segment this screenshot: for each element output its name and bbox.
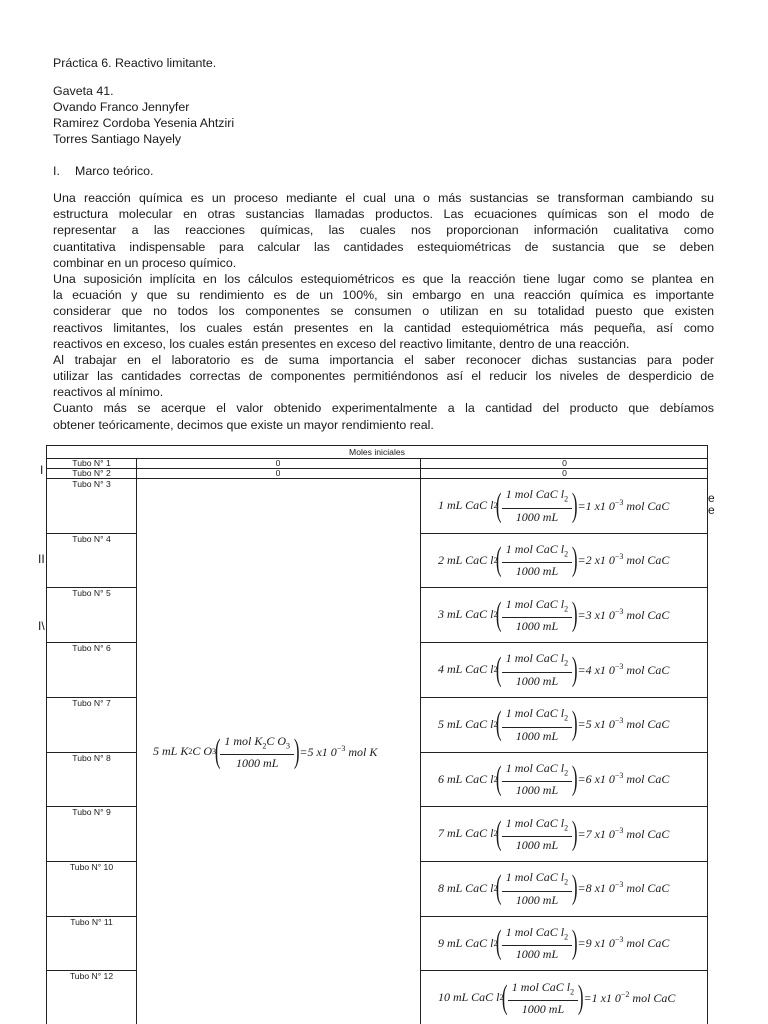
body-line: Cuanto más se acerque el valor obtenido experimentalmente a la cantidad del producto que debíamos [53,401,714,416]
tube-label: Tubo N° 5 [72,588,111,599]
frac-sub: 2 [564,549,569,559]
result-unit: mol CaC [626,607,670,622]
cacl2-equation [438,761,669,797]
result-exp: −3 [336,743,346,753]
eq-sub: 2 [493,883,498,893]
cacl2-equation [438,597,669,633]
result-coef: 1 [591,990,598,1005]
eq-species: C O [192,744,213,759]
cacl2-equation [438,925,669,961]
eq-result [299,744,377,760]
conversion-fraction [502,761,572,797]
body-line: reactivos limitantes, los cuales están presentes en la cantidad estequiométrica más pequeña, así como [53,320,714,335]
frac-numerator: 1 mol CaC l [505,487,565,502]
eq-unit: mL CaC l [447,552,494,567]
eq-ml: 10 [438,990,450,1005]
cacl2-equation [438,980,675,1016]
open-paren: ( [496,650,502,688]
conversion-fraction [502,651,572,687]
frac-denominator: 1000 mL [515,509,559,524]
table-caption: Moles iniciales [349,447,405,457]
body-line: Una suposición implícita en los cálculos estequiométricos es que la reacción tiene lugar como se plantea en [53,271,714,286]
result-mid: x1 0 [594,717,615,732]
frac-numerator: 1 mol CaC l [505,760,565,775]
cacl2-equation [438,542,669,578]
eq-unit: mL CaC l [447,498,494,513]
eq-unit: mL CaC l [447,935,494,950]
eq-ml: 2 [438,552,444,567]
section-number: I. [53,164,60,178]
result-exp: −3 [614,716,624,726]
close-paren: ) [571,486,578,524]
result-mid: x1 0 [594,498,615,513]
tube-label: Tubo N° 10 [69,861,114,872]
result-coef: 1 [585,498,592,513]
eq-ml: 3 [438,607,444,622]
k2co3-cell [137,479,420,1024]
frac-denominator: 1000 mL [515,564,559,579]
result-coef: 8 [585,881,592,896]
result-unit: mol CaC [626,936,670,951]
cacl2-cell [421,807,707,861]
conversion-fraction [502,925,572,961]
conversion-fraction [502,487,572,523]
open-paren: ( [496,760,502,798]
frac-denominator: 1000 mL [515,783,559,798]
frac-numerator: 1 mol CaC l [505,651,565,666]
conversion-fraction [502,870,572,906]
close-paren: ) [571,869,578,907]
tube-label: Tubo N° 7 [72,697,111,708]
eq-ml: 8 [438,880,444,895]
cacl2-cell [421,534,707,588]
stray-mark: e [708,503,715,517]
eq-unit: mL CaC l [447,880,494,895]
frac-sub: 3 [286,740,291,750]
eq-unit: mL CaC l [447,716,494,731]
result-exp: −3 [614,606,624,616]
frac-sub: 2 [564,494,569,504]
eq-sub: 2 [499,993,504,1003]
eq-ml: 7 [438,826,444,841]
cacl2-equation [438,706,669,742]
body-line: cuantitativa indispensable para calcular las cantidades estequiométricas de sustancia que se deben [53,239,714,254]
eq-unit: mL CaC l [447,607,494,622]
result-unit: mol CaC [626,826,670,841]
close-paren: ) [571,595,578,633]
frac-numerator: 1 mol CaC l [505,596,565,611]
result-exp: −2 [620,989,630,999]
frac-denominator: 1000 mL [515,619,559,634]
eq-result: =1 x1 $0^{-3}$ mol CaC [577,497,670,513]
eq-result: =1 x1 $0^{-2}$ mol CaC [583,989,676,1005]
cacl2-cell [421,698,707,752]
result-exp: −3 [614,935,624,945]
frac-numerator: 1 mol CaC l [505,542,565,557]
result-coef: 9 [585,936,592,951]
tube-label: Tubo N° 3 [72,479,111,489]
eq-sub: 2 [493,555,498,565]
frac-denominator: 1000 mL [236,755,279,770]
section-title: Marco teórico. [75,164,154,178]
cacl2-cell [421,588,707,642]
cacl2-cell [421,479,707,533]
close-paren: ) [293,732,300,770]
frac-denominator: 1000 mL [515,673,559,688]
author-name: Torres Santiago Nayely [53,132,182,146]
frac-numerator: 1 mol CaC l [505,870,565,885]
body-text [53,190,714,433]
eq-ml: 5 [153,744,159,759]
author-name: Ovando Franco Jennyfer [53,100,190,114]
eq-result: =5 x1 $0^{-3}$ mol CaC [577,716,670,732]
result-coef: 3 [585,607,592,622]
body-line: la ecuación y que su rendimiento es de un 100%, sin embargo en una reacción química es importante [53,288,714,303]
close-paren: ) [571,650,578,688]
section-heading [53,163,154,179]
result-coef: 6 [585,772,592,787]
tube-label: Tubo N° 6 [72,643,111,654]
eq-sub: 2 [188,747,193,757]
eq-result: =8 x1 $0^{-3}$ mol CaC [577,880,670,896]
open-paren: ( [502,978,508,1016]
frac-denominator: 1000 mL [515,837,559,852]
body-line: reactivos en exceso, los cuales están presentes en exceso del reactivo limitante, dentro de una reacción. [53,336,630,351]
eq-unit: mL CaC l [447,662,494,677]
eq-unit: mL CaC l [447,771,494,786]
eq-sub: 2 [493,774,498,784]
result-exp: −3 [614,552,624,562]
open-paren: ( [496,924,502,962]
result-mid: x1 0 [594,607,615,622]
eq-ml: 6 [438,771,444,786]
body-line: reactivos al mínimo. [53,385,164,400]
close-paren: ) [571,760,578,798]
result-coef: 7 [585,826,592,841]
result-mid: x1 0 [600,990,621,1005]
result-coef: 4 [585,662,592,677]
open-paren: ( [496,869,502,907]
result-exp: −3 [614,661,624,671]
eq-unit: mL [162,744,178,759]
frac-sub: 2 [564,877,569,887]
result-unit: mol CaC [626,881,670,896]
result-unit: mol CaC [626,717,670,732]
frac-numerator: 1 mol K [224,733,263,748]
frac-sub: 2 [564,768,569,778]
open-paren: ( [496,486,502,524]
cacl2-cell [421,643,707,697]
close-paren: ) [571,924,578,962]
tube-label: Tubo N° 8 [72,752,111,763]
frac-numerator: 1 mol CaC l [505,706,565,721]
result-mid: x1 0 [594,936,615,951]
body-line: considerar que no todos los componentes se consumen o utilizan en su totalidad puesto que existen [53,304,714,319]
close-paren: ) [571,814,578,852]
result-unit: mol CaC [626,662,670,677]
conversion-fraction [502,542,572,578]
result-mid: x1 0 [594,772,615,787]
eq-sub: 2 [493,665,498,675]
body-line: utilizar las cantidades correctas de componentes permitiéndonos así el reducir los niveles de desperdicio de [53,369,714,384]
body-line: obtener teóricamente, decimos que existe un mayor rendimiento real. [53,417,434,432]
frac-denominator: 1000 mL [515,728,559,743]
k2co3-equation [153,734,377,770]
cacl2-cell [421,753,707,807]
stray-mark: e [708,491,715,505]
conversion-fraction [502,816,572,852]
cacl2-moles: 0 [562,468,567,478]
tube-label: Tubo N° 12 [69,971,114,982]
moles-table [46,445,708,1024]
result-mid: x1 0 [594,662,615,677]
frac-sub: 2 [564,713,569,723]
frac-denominator: 1000 mL [521,1002,565,1017]
eq-ml: 5 [438,716,444,731]
cacl2-equation [438,870,669,906]
result-mid: x1 0 [594,881,615,896]
frac-numerator: 1 mol CaC l [511,979,571,994]
eq-sub: 2 [493,719,498,729]
eq-sub: 2 [493,501,498,511]
eq-result: =4 x1 $0^{-3}$ mol CaC [577,661,670,677]
result-exp: −3 [614,825,624,835]
group-label: Gaveta 41. [53,84,114,98]
conversion-fraction [220,734,294,770]
result-unit: mol CaC [626,498,670,513]
body-line: combinar en un proceso químico. [53,255,237,270]
k2co3-moles: 0 [275,458,281,468]
result-exp: −3 [614,880,624,890]
eq-species: K [180,744,189,759]
frac-species: C O [266,733,287,748]
body-line: estructura molecular en otras sustancias llamadas productos. Las ecuaciones químicas son el modo de [53,207,714,222]
tube-label: Tubo N° 1 [72,458,111,468]
close-paren: ) [571,705,578,743]
tube-label: Tubo N° 11 [70,916,113,927]
result-mid: x1 0 [594,826,615,841]
eq-unit: mL CaC l [453,990,500,1005]
author-name: Ramirez Cordoba Yesenia Ahtziri [53,116,235,130]
cacl2-cell [421,862,707,916]
eq-ml: 4 [438,662,444,677]
eq-result: =3 x1 $0^{-3}$ mol CaC [577,606,670,622]
eq-sub: 2 [493,938,498,948]
tube-label: Tubo N° 4 [72,533,111,544]
cacl2-moles: 0 [562,458,567,468]
frac-sub: 2 [564,932,569,942]
frac-sub: 2 [262,740,267,750]
open-paren: ( [496,705,502,743]
open-paren: ( [214,732,221,770]
eq-sub: 2 [493,829,498,839]
close-paren: ) [571,541,578,579]
tube-label: Tubo N° 9 [72,807,111,818]
body-line: Una reacción química es un proceso mediante el cual una o más sustancias se transforman cambiando su [53,191,714,205]
document-title: Práctica 6. Reactivo limitante. [53,56,217,70]
result-coef: 2 [585,553,592,568]
open-paren: ( [496,595,502,633]
result-coef: 5 [585,717,592,732]
k2co3-moles: 0 [275,468,281,478]
conversion-fraction [502,597,572,633]
frac-numerator: 1 mol CaC l [505,815,565,830]
frac-denominator: 1000 mL [515,892,559,907]
stray-mark: II [38,552,45,566]
tube-label: Tubo N° 2 [72,468,111,478]
result-unit: mol CaC [626,553,670,568]
close-paren: ) [577,978,584,1016]
cacl2-cell [421,917,707,971]
result-exp: −3 [614,771,624,781]
frac-sub: 2 [564,658,569,668]
conversion-fraction [502,706,572,742]
stray-mark: I [40,463,44,477]
cacl2-equation [438,816,669,852]
eq-result: =9 x1 $0^{-3}$ mol CaC [577,935,670,951]
result-exp: −3 [614,497,624,507]
frac-sub: 2 [570,987,575,997]
open-paren: ( [496,814,502,852]
frac-sub: 2 [564,604,569,614]
result-coef: =5 x1 0 [299,744,337,759]
open-paren: ( [496,541,502,579]
eq-result: =6 x1 $0^{-3}$ mol CaC [577,771,670,787]
body-line: Al trabajar en el laboratorio es de suma importancia el saber reconocer dichas sustancias para poder [53,352,714,367]
cacl2-equation [438,487,669,523]
frac-sub: 2 [564,822,569,832]
stray-mark: I\ [38,619,45,633]
cacl2-cell [421,971,707,1024]
frac-denominator: 1000 mL [515,947,559,962]
cacl2-equation [438,651,669,687]
eq-ml: 1 [438,498,444,513]
result-unit: mol K [348,744,378,759]
eq-unit: mL CaC l [447,826,494,841]
conversion-fraction [508,980,578,1016]
eq-result: =2 x1 $0^{-3}$ mol CaC [577,552,670,568]
eq-sub: 3 [212,747,217,757]
result-unit: mol CaC [626,772,670,787]
eq-ml: 9 [438,935,444,950]
result-unit: mol CaC [632,990,676,1005]
body-line: representar a las reacciones químicas, las cuales nos proporcionan información cualitativa como [53,223,714,238]
eq-sub: 2 [493,610,498,620]
frac-numerator: 1 mol CaC l [505,924,565,939]
eq-result: =7 x1 $0^{-3}$ mol CaC [577,825,670,841]
result-mid: x1 0 [594,553,615,568]
